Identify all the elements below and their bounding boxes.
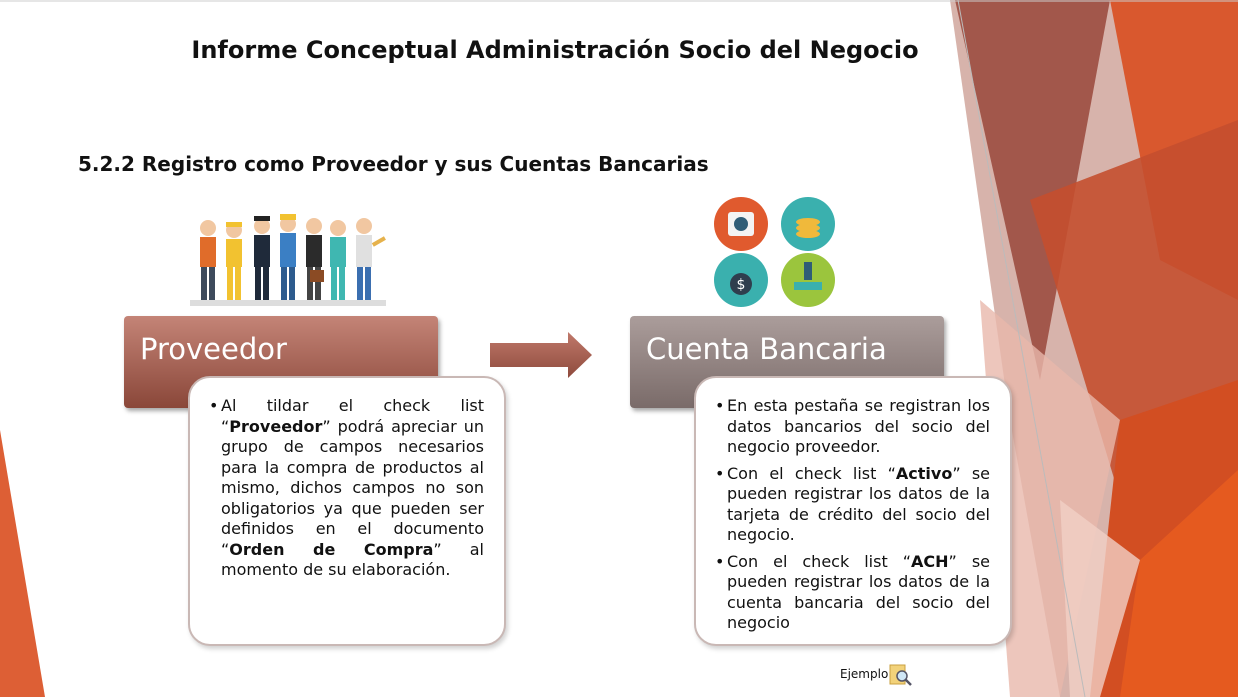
bank-bullet-2: • Con el check list “Activo” se pueden registrar los datos de la tarjeta de crédito del socio del negocio. bbox=[716, 464, 990, 546]
slide-title: Informe Conceptual Administración Socio del Negocio bbox=[191, 36, 919, 64]
provider-header: Proveedor bbox=[124, 316, 438, 408]
provider-description: • Al tildar el check list “Proveedor” podrá apreciar un grupo de campos necesarios para la compra de productos al mismo, dichos campos no son obligatorios ya que pueden ser definidos en el documento “Orden de Compra” al momento de su elaboración. bbox=[210, 396, 484, 581]
svg-text:$: $ bbox=[736, 277, 746, 293]
example-link[interactable]: Ejemplo bbox=[840, 667, 889, 681]
finance-icons bbox=[708, 196, 843, 308]
bank-bullet-1: • En esta pestaña se registran los datos bancarios del socio del negocio proveedor. bbox=[716, 396, 990, 458]
provider-description-box bbox=[188, 376, 506, 646]
magnifier-icon[interactable] bbox=[889, 663, 913, 687]
bank-bullet-3: • Con el check list “ACH” se pueden registrar los datos de la cuenta bancaria del socio del negocio bbox=[716, 552, 990, 634]
bank-account-description-box bbox=[694, 376, 1012, 646]
bank-account-header: Cuenta Bancaria bbox=[630, 316, 944, 408]
section-subtitle: 5.2.2 Registro como Proveedor y sus Cuentas Bancarias bbox=[78, 152, 709, 176]
right-arrow-icon bbox=[490, 332, 594, 378]
workers-illustration bbox=[188, 210, 388, 310]
